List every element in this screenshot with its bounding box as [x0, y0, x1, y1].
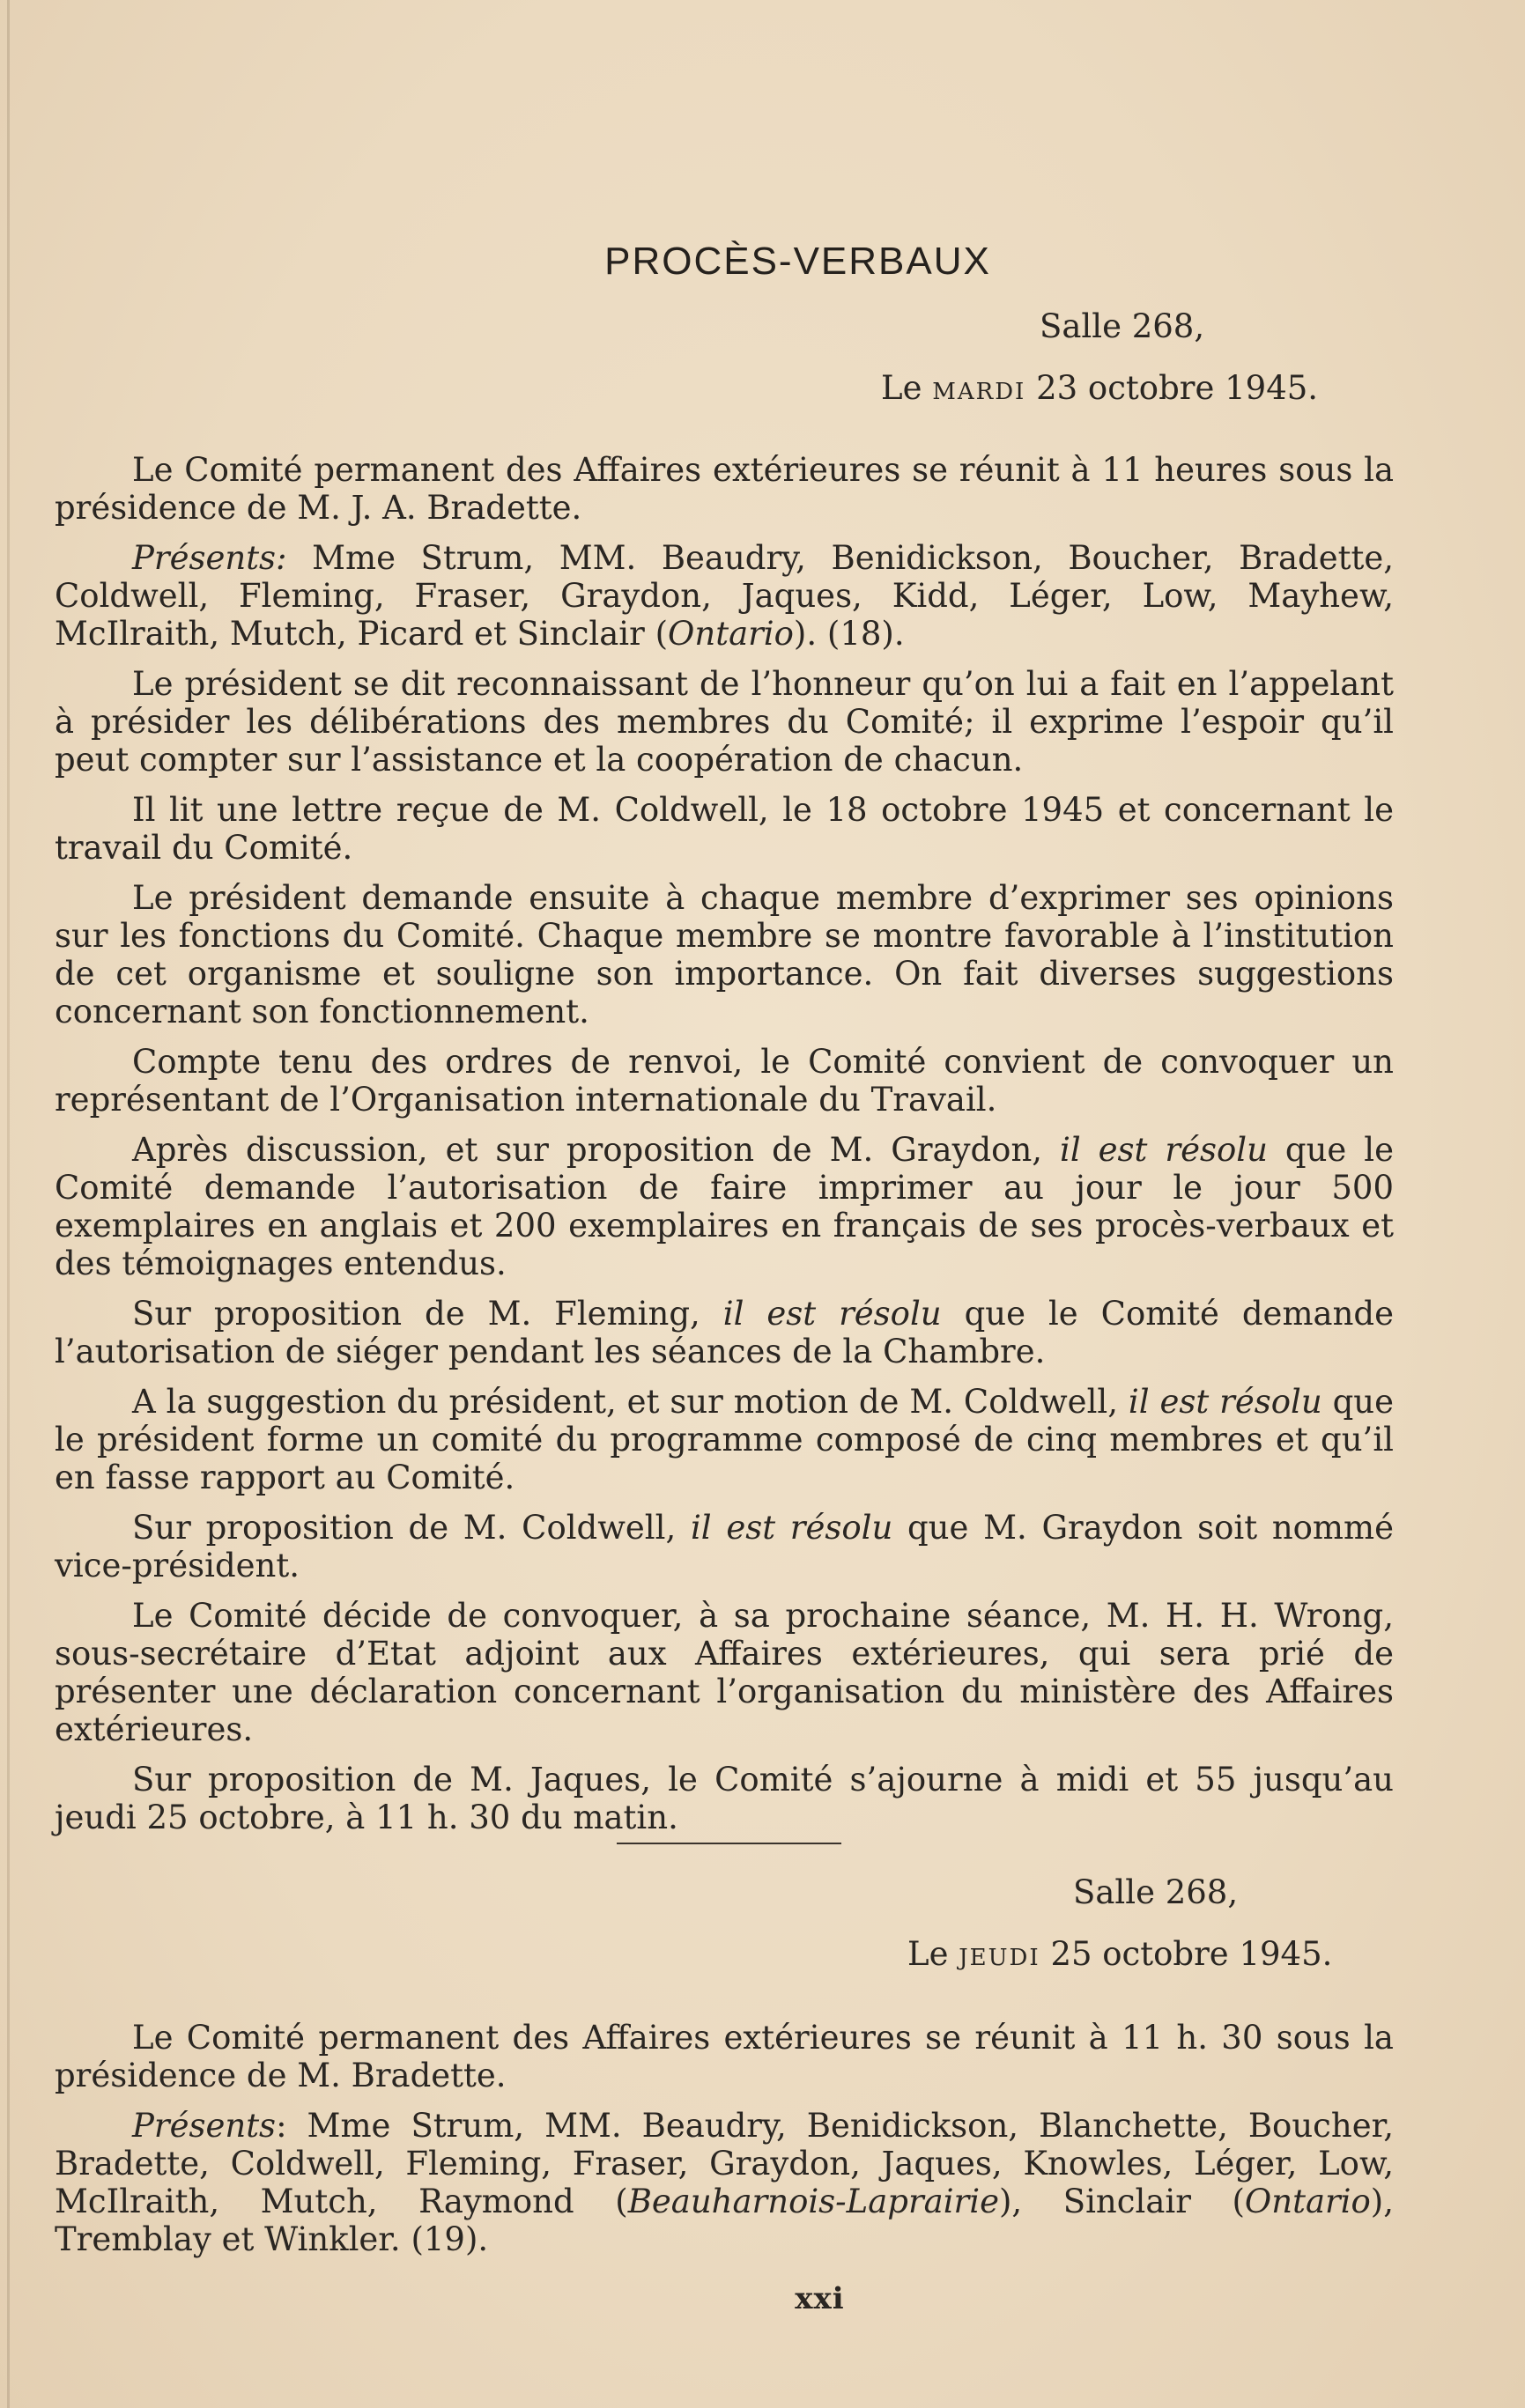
present-label: Présents: [132, 2107, 277, 2145]
meeting1-resolution: A la suggestion du président, et sur motion de M. Coldwell, il est résolu que le président forme un comité du programme composé de cinq membres et qu’il en fasse rapport au Comité.: [55, 1383, 1394, 1496]
meeting1-opening: Le Comité permanent des Affaires extérieures se réunit à 11 heures sous la présidence de M. J. A. Bradette.: [55, 451, 1394, 527]
meeting1-date-prefix: Le: [881, 369, 922, 407]
present-label: Présents:: [132, 539, 287, 577]
meeting1-date: [881, 369, 1319, 407]
page-title: PROCÈS-VERBAUX: [604, 240, 991, 283]
meeting2-date: [907, 1935, 1333, 1973]
meeting1-weekday: mardi: [932, 369, 1026, 407]
meeting1-attendance: Présents: Mme Strum, MM. Beaudry, Benidickson, Boucher, Bradette, Coldwell, Fleming, Fraser, Graydon, Jaques, Kidd, Léger, Low, Mayhew, McIlraith, Mutch, Picard et Sinclair (Ontario). (18).: [55, 539, 1394, 653]
meeting2-date-rest: 25 octobre 1945.: [1050, 1935, 1333, 1973]
meeting2-attendance: Présents: Mme Strum, MM. Beaudry, Benidickson, Blanchette, Boucher, Bradette, Coldwell, Fleming, Fraser, Graydon, Jaques, Knowles, Léger, Low, McIlraith, Mutch, Raymond (Beauharnois-Laprairie), Sinclair (Ontario), Tremblay et Winkler. (19).: [55, 2107, 1394, 2258]
meeting2-room: Salle 268,: [1073, 1873, 1239, 1911]
meeting1-minutes: [55, 451, 1394, 1849]
meeting1-paragraph: Il lit une lettre reçue de M. Coldwell, le 18 octobre 1945 et concernant le travail du Comité.: [55, 791, 1394, 867]
meeting1-paragraph: Compte tenu des ordres de renvoi, le Comité convient de convoquer un représentant de l’Organisation internationale du Travail.: [55, 1043, 1394, 1119]
meeting1-resolution: Après discussion, et sur proposition de M. Graydon, il est résolu que le Comité demande l’autorisation de faire imprimer au jour le jour 500 exemplaires en anglais et 200 exemplaires en français de ses procès-verbaux et des témoignages entendus.: [55, 1131, 1394, 1282]
section-divider: [617, 1843, 841, 1844]
meeting1-paragraph: Le président se dit reconnaissant de l’honneur qu’on lui a fait en l’appelant à présider les délibérations des membres du Comité; il exprime l’espoir qu’il peut compter sur l’assistance et la coopération de chacun.: [55, 665, 1394, 779]
page-number: xxi: [795, 2281, 845, 2316]
meeting2-weekday: jeudi: [959, 1935, 1040, 1973]
meeting1-adjournment: Sur proposition de M. Jaques, le Comité s’ajourne à midi et 55 jusqu’au jeudi 25 octobre, à 11 h. 30 du matin.: [55, 1761, 1394, 1836]
meeting1-resolution: Sur proposition de M. Coldwell, il est résolu que M. Graydon soit nommé vice-président.: [55, 1509, 1395, 1584]
meeting1-paragraph: Le Comité décide de convoquer, à sa prochaine séance, M. H. H. Wrong, sous-secrétaire d’Etat adjoint aux Affaires extérieures, qui sera prié de présenter une déclaration concernant l’organisation du ministère des Affaires extérieures.: [55, 1597, 1394, 1748]
page-edge: [7, 0, 10, 2408]
meeting2-opening: Le Comité permanent des Affaires extérieures se réunit à 11 h. 30 sous la présidence de M. Bradette.: [55, 2019, 1394, 2094]
meeting2-minutes: [55, 2019, 1394, 2271]
meeting1-paragraph: Le président demande ensuite à chaque membre d’exprimer ses opinions sur les fonctions du Comité. Chaque membre se montre favorable à l’institution de cet organisme et souligne son importance. On fait diverses suggestions concernant son fonctionnement.: [55, 879, 1394, 1030]
meeting1-resolution: Sur proposition de M. Fleming, il est résolu que le Comité demande l’autorisation de siéger pendant les séances de la Chambre.: [55, 1295, 1395, 1370]
meeting1-room: Salle 268,: [1040, 307, 1205, 345]
meeting1-date-rest: 23 octobre 1945.: [1036, 369, 1319, 407]
meeting2-date-prefix: Le: [907, 1935, 949, 1973]
